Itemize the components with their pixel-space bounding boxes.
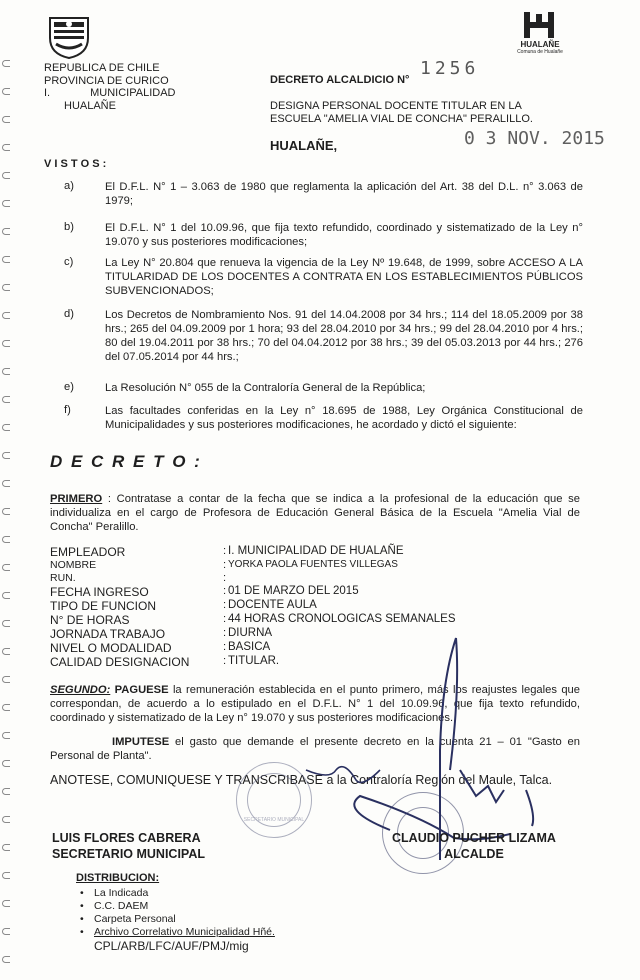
field-fecha-ingreso: FECHA INGRESO : 01 DE MARZO DEL 2015 [50, 585, 359, 599]
primero-label: PRIMERO [50, 493, 103, 505]
primero-paragraph: PRIMERO : Contratase a contar de la fecha que se indica a la profesional de la educación que se individualiza en el cargo de Profesora de Educación General Básica de la Escuela "Amelia Vial de Concha" Peralillo. [50, 493, 580, 533]
segundo-label: SEGUNDO: [50, 684, 111, 696]
vistos-heading: V I S T O S : [44, 158, 107, 170]
city-line: HUALAÑE [64, 99, 116, 112]
decree-label: DECRETO ALCALDICIO N° [270, 74, 410, 86]
municipal-stamp-left: SECRETARIO MUNICIPAL [236, 762, 312, 838]
mayor-title: ALCALDE [444, 847, 504, 861]
imputese-paragraph: IMPUTESE el gasto que demande el presente decreto en la cuenta 21 – 01 "Gasto en Personal de Planta". [50, 736, 580, 762]
field-jornada: JORNADA TRABAJO : DIURNA [50, 627, 273, 641]
binder-holes [0, 0, 14, 980]
segundo-paragraph: SEGUNDO: PAGUESE la remuneración establecida en el punto primero, más los reajustes legales que correspondan, de acuerdo a lo estipulado en el D.F.L. N° 1 del 10.09.96, que fija texto refundido, coordinado y sistematizado de la Ley n° 19.070 y sus posteriores modificaciones. [50, 684, 580, 724]
decree-subject: DESIGNA PERSONAL DOCENTE TITULAR EN LA ESCUELA "AMELIA VIAL DE CONCHA" PERALILLO. [270, 100, 533, 125]
field-nombre: NOMBRE : YORKA PAOLA FUENTES VILLEGAS [50, 559, 398, 571]
distribution-heading: DISTRIBUCION: [76, 872, 160, 884]
secretary-title: SECRETARIO MUNICIPAL [52, 847, 206, 861]
logo-subtitle: Comuna de Hualañe [517, 49, 563, 55]
field-run: RUN. : [50, 572, 227, 584]
field-nivel: NIVEL O MODALIDAD : BASICA [50, 641, 271, 655]
field-calidad: CALIDAD DESIGNACION : TITULAR. [50, 655, 280, 669]
decree-place: HUALAÑE, [270, 138, 338, 153]
decree-number: 1256 [420, 58, 480, 79]
hualane-logo-icon [522, 10, 556, 40]
municipality-line: I. MUNICIPALIDAD [44, 87, 176, 99]
decreto-heading: D E C R E T O : [50, 452, 202, 471]
mayor-signature-block [392, 830, 556, 862]
coat-of-arms-icon [44, 12, 94, 60]
initials-line: CPL/ARB/LFC/AUF/PMJ/mig [94, 939, 249, 953]
field-horas: N° DE HORAS : 44 HORAS CRONOLOGICAS SEMANALES [50, 613, 456, 627]
republic-line: REPUBLICA DE CHILE [44, 62, 160, 74]
province-line: PROVINCIA DE CURICO [44, 74, 169, 87]
field-empleador: EMPLEADOR : I. MUNICIPALIDAD DE HUALAÑE [50, 545, 404, 559]
secretary-signature-block [52, 830, 205, 862]
secretary-name: LUIS FLORES CABRERA [52, 831, 201, 845]
anotese-line: ANOTESE, COMUNIQUESE Y TRANSCRIBASE a la Contraloría Región del Maule, Talca. [50, 773, 553, 787]
logo-name: HUALAÑE [520, 40, 560, 49]
issuer-block [44, 62, 176, 112]
mayor-name: CLAUDIO PUCHER LIZAMA [392, 831, 556, 845]
decree-date-stamp: 0 3 NOV. 2015 [464, 128, 605, 149]
field-tipo-funcion: TIPO DE FUNCION : DOCENTE AULA [50, 599, 317, 613]
